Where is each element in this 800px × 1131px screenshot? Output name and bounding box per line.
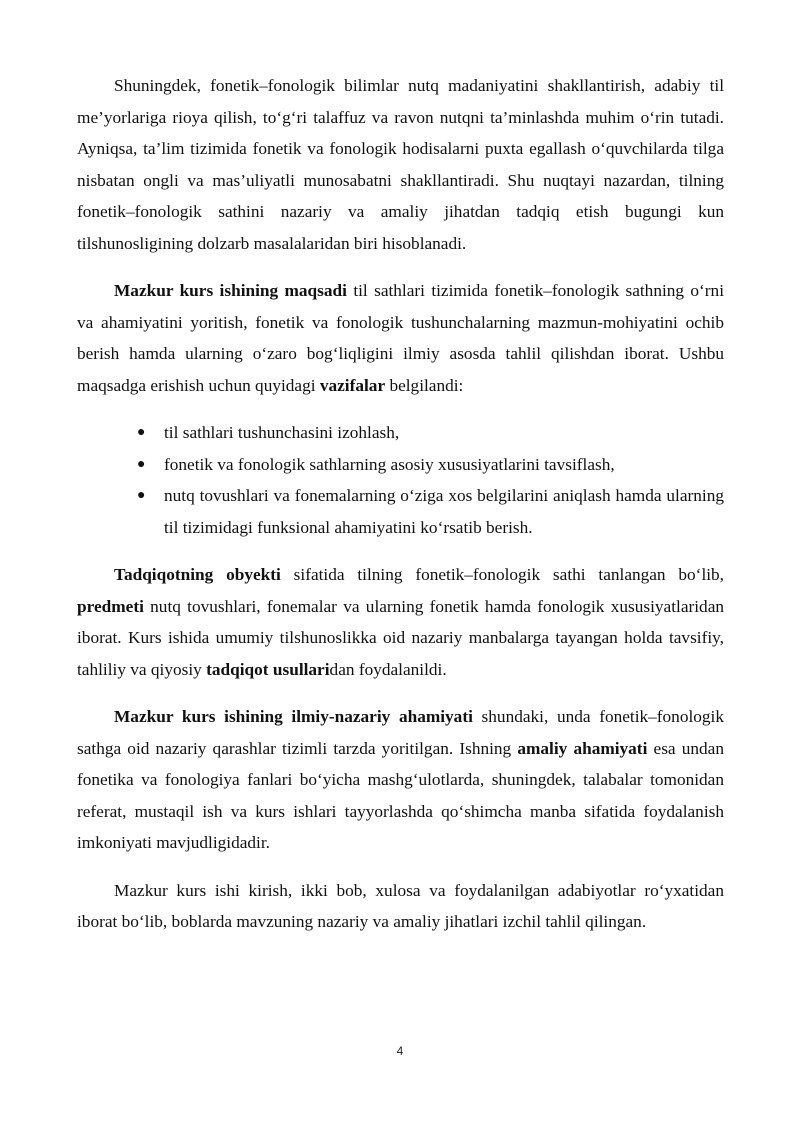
goal-text: til sathlari tizimida fonetik–fonologik sathning o‘rni va ahamiyatini yoritish, fonetik va fonologik tushunchalarning mazmun-mohiyatini ochib berish hamda ularning o‘zaro bog‘liqligini ilmiy asosda tahlil qilishdan iborat. Ushbu maqsadga erishish uchun quyidagi bbox=[77, 281, 724, 395]
structure-text: Mazkur kurs ishi kirish, ikki bob, xulosa va foydalanilgan adabiyotlar ro‘yxatidan iborat bo‘lib, boblarda mavzuning nazariy va amaliy jihatlari izchil tahlil qilingan. bbox=[77, 880, 724, 931]
practical-significance-keyword: amaliy ahamiyati bbox=[517, 738, 648, 758]
task-text: til sathlari tushunchasini izohlash, bbox=[164, 423, 400, 442]
list-item bbox=[77, 480, 724, 543]
subject-text: nutq tovushlari, fonemalar va ularning fonetik hamda fonologik xususiyatlaridan iborat. Kurs ishida umumiy tilshunoslikka oid nazariy manbalarga tayangan holda tavsifiy, tahliliy va qiyosiy bbox=[77, 596, 724, 679]
significance-text: shundaki, unda fonetik–fonologik sathga oid nazariy qarashlar tizimli tarzda yoritilgan. Ishning bbox=[77, 707, 724, 758]
subject-keyword: predmeti bbox=[77, 596, 144, 616]
paragraph-research-goal bbox=[77, 275, 724, 401]
paragraph-phonetics-importance bbox=[77, 70, 724, 259]
paragraph-research-object bbox=[77, 559, 724, 685]
bullet-icon: ● bbox=[137, 488, 146, 503]
object-text: sifatida tilning fonetik–fonologik sathi tanlangan bo‘lib, bbox=[280, 565, 725, 584]
bullet-icon: ● bbox=[137, 425, 146, 440]
tasks-keyword: vazifalar bbox=[319, 375, 386, 395]
document-page bbox=[77, 70, 724, 954]
paragraph-significance bbox=[77, 701, 724, 859]
list-item bbox=[77, 417, 724, 449]
practical-text: esa undan fonetika va fonologiya fanlari bo‘yicha mashg‘ulotlarda, shuningdek, talabalar tomonidan referat, mustaqil ish va kurs ishlari tayyorlashda qo‘shimcha manba sifatida foydalanish imkoniyati mavjudligidadir. bbox=[77, 738, 724, 852]
paragraph-text: Shuningdek, fonetik–fonologik bilimlar nutq madaniyatini shakllantirish, adabiy til me’yorlariga rioya qilish, to‘g‘ri talaffuz va ravon nutqni ta’minlashda muhim o‘rin tutadi. Ayniqsa, ta’lim tizimida fonetik va fonologik hodisalarni puxta egallash o‘quvchilarda tilga nisbatan ongli va mas’uliyatli munosabatni shakllantiradi. Shu nuqtayi nazardan, tilning fonetik–fonologik sathini nazariy va amaliy jihatdan tadqiq etish bugungi kun tilshunosligining dolzarb masalalaridan biri hisoblanadi. bbox=[77, 76, 724, 253]
task-list bbox=[77, 417, 724, 543]
goal-heading: Mazkur kurs ishining maqsadi bbox=[114, 281, 347, 300]
theoretical-significance-heading: Mazkur kurs ishining ilmiy-nazariy ahamiyati bbox=[114, 707, 473, 726]
page-number: 4 bbox=[396, 1044, 404, 1058]
task-text: fonetik va fonologik sathlarning asosiy xususiyatlarini tavsiflash, bbox=[164, 454, 615, 474]
bullet-icon: ● bbox=[137, 456, 146, 472]
object-heading: Tadqiqotning obyekti bbox=[114, 565, 281, 584]
goal-text-end: belgilandi: bbox=[385, 375, 464, 395]
paragraph-structure bbox=[77, 875, 724, 938]
methods-keyword: tadqiqot usullari bbox=[206, 659, 330, 679]
methods-text: dan foydalanildi. bbox=[329, 659, 447, 679]
task-text: nutq tovushlari va fonemalarning o‘ziga xos belgilarini aniqlash hamda ularning til tizimidagi funksional ahamiyatini ko‘rsatib berish. bbox=[164, 486, 724, 537]
list-item bbox=[77, 449, 724, 481]
